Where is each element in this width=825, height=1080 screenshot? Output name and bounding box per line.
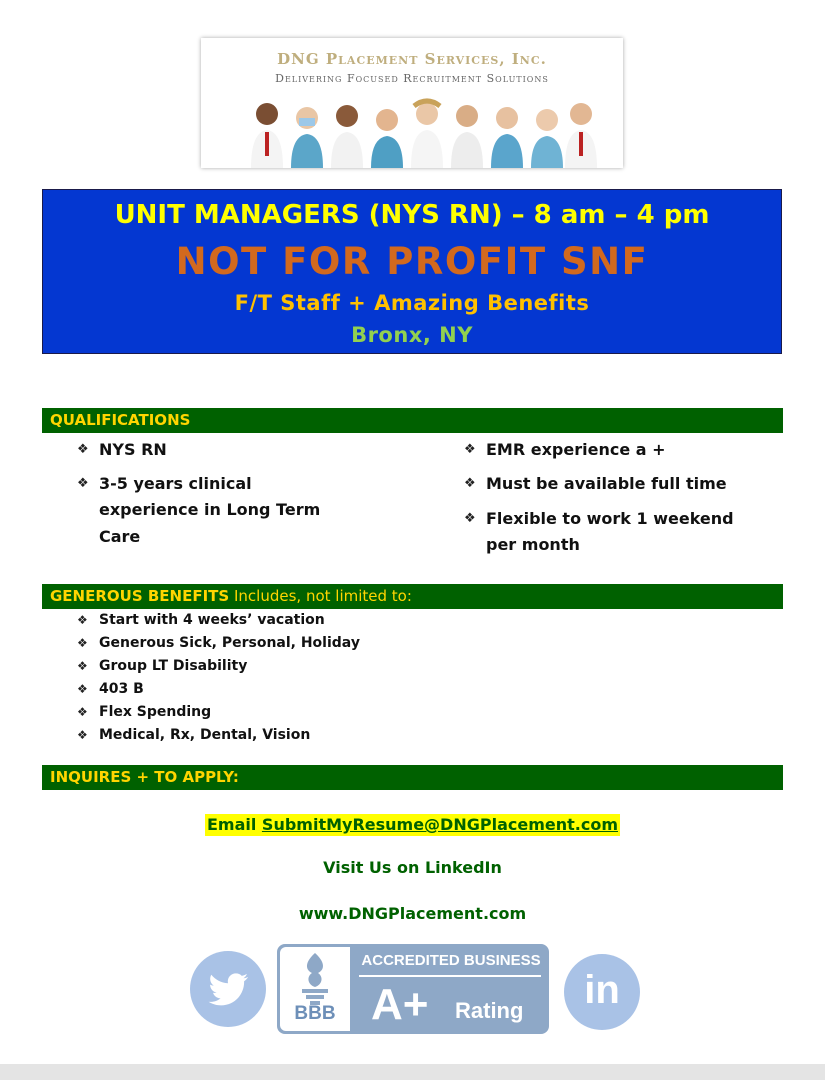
company-logo bbox=[201, 38, 623, 168]
diamond-bullet-icon: ❖ bbox=[77, 476, 89, 491]
job-location: Bronx, NY bbox=[351, 323, 473, 347]
bbb-rating-text: Rating bbox=[455, 998, 524, 1023]
bbb-divider bbox=[359, 975, 541, 977]
diamond-bullet-icon: ❖ bbox=[77, 705, 88, 719]
bbb-text: BBB bbox=[294, 1003, 336, 1024]
benefits-header bbox=[42, 584, 783, 609]
email-line bbox=[0, 814, 825, 836]
bbb-accredited-text: ACCREDITED BUSINESS bbox=[361, 952, 541, 969]
employment-type: F/T Staff + Amazing Benefits bbox=[234, 291, 590, 315]
bbb-grade: A+ bbox=[371, 980, 429, 1029]
website-link[interactable]: www.DNGPlacement.com bbox=[298, 904, 527, 923]
apply-header bbox=[42, 765, 783, 790]
diamond-bullet-icon: ❖ bbox=[464, 476, 476, 491]
diamond-bullet-icon: ❖ bbox=[77, 613, 88, 627]
email-highlight bbox=[205, 814, 620, 836]
logo-title: DNG Placement Services, Inc. bbox=[277, 50, 547, 68]
benefits-header-rest: Includes, not limited to: bbox=[229, 587, 412, 605]
diamond-bullet-icon: ❖ bbox=[77, 682, 88, 696]
logo-subtitle: Delivering Focused Recruitment Solutions bbox=[275, 72, 549, 85]
bbb-torch-icon bbox=[280, 947, 350, 1007]
diamond-bullet-icon: ❖ bbox=[464, 442, 476, 457]
medical-staff-group-image bbox=[231, 94, 601, 168]
bbb-torch-panel bbox=[280, 947, 350, 1031]
diamond-bullet-icon: ❖ bbox=[77, 659, 88, 673]
email-link[interactable]: SubmitMyResume@DNGPlacement.com bbox=[261, 815, 618, 834]
linkedin-link-text[interactable]: Visit Us on LinkedIn bbox=[323, 858, 502, 877]
employer-type: NOT FOR PROFIT SNF bbox=[175, 240, 649, 283]
qualifications-header-text: QUALIFICATIONS bbox=[50, 411, 191, 429]
diamond-bullet-icon: ❖ bbox=[77, 442, 89, 457]
email-label: Email bbox=[206, 815, 262, 834]
diamond-bullet-icon: ❖ bbox=[464, 511, 476, 526]
linkedin-icon: in bbox=[584, 968, 620, 1012]
job-title: UNIT MANAGERS (NYS RN) – 8 am – 4 pm bbox=[114, 200, 710, 230]
diamond-bullet-icon: ❖ bbox=[77, 636, 88, 650]
benefits-header-bold: GENEROUS BENEFITS bbox=[50, 587, 230, 605]
twitter-bird-icon bbox=[190, 951, 266, 1027]
twitter-button[interactable] bbox=[190, 951, 266, 1027]
bbb-accredited-badge[interactable] bbox=[277, 944, 549, 1034]
page-bottom-edge bbox=[0, 1064, 825, 1080]
job-banner bbox=[42, 189, 782, 354]
linkedin-button[interactable] bbox=[564, 954, 640, 1030]
diamond-bullet-icon: ❖ bbox=[77, 728, 88, 742]
qualifications-header bbox=[42, 408, 783, 433]
apply-header-text: INQUIRES + TO APPLY: bbox=[50, 768, 239, 786]
